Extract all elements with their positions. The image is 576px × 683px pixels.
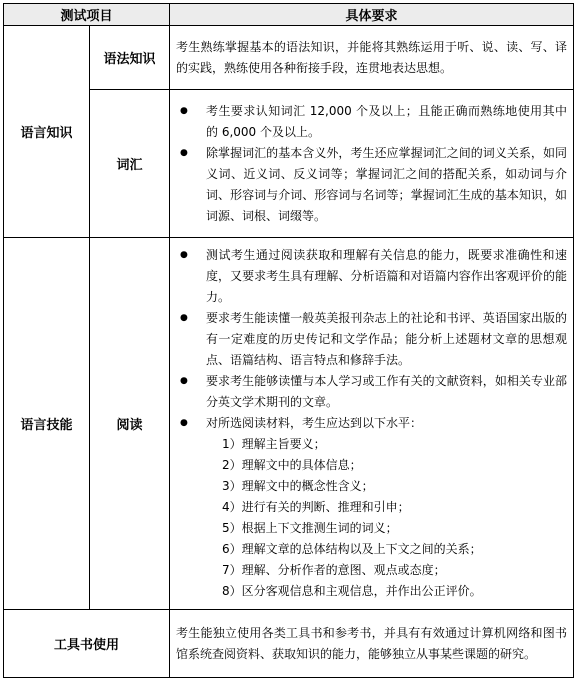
header-test-item: 测试项目 (4, 4, 170, 26)
requirements-table (3, 3, 574, 678)
vocabulary-bullet-list (176, 101, 567, 227)
sub-item-vocabulary: 词汇 (90, 90, 170, 238)
category-reference-tools: 工具书使用 (4, 610, 170, 678)
reading-bullet: ● 测试考生通过阅读获取和理解有关信息的能力，既要求准确性和速度，又要求考生具有理解、分析语篇和对语篇内容作出客观评价的能力。 (176, 245, 567, 308)
grammar-row (4, 26, 574, 90)
reading-bullet-list (176, 245, 567, 602)
reading-bullet (176, 413, 567, 602)
reading-level-item: 3）理解文中的概念性含义； (222, 479, 374, 493)
reference-tools-row (4, 610, 574, 678)
sub-item-grammar: 语法知识 (90, 26, 170, 90)
reading-row (4, 238, 574, 610)
vocabulary-bullet: ● 除掌握词汇的基本含义外，考生还应掌握词汇之间的词义关系，如同义词、近义词、反义词等；掌握词汇之间的搭配关系，如动词与介词、形容词与介词、形容词与名词等；掌握词汇生成的基本知识，如词源、词根、词缀等。 (176, 143, 567, 227)
reading-level-item: 5）根据上下文推测生词的词义； (222, 521, 398, 535)
reading-bullet: ● 要求考生能读懂一般英美报刊杂志上的社论和书评、英语国家出版的有一定难度的历史传记和文学作品；能分析上述题材文章的思想观点、语篇结构、语言特点和修辞手法。 (176, 308, 567, 371)
reading-bullet: ● 要求考生能够读懂与本人学习或工作有关的文献资料，如相关专业部分英文学术期刊的文章。 (176, 371, 567, 413)
vocabulary-bullet: ● 考生要求认知词汇 12,000 个及以上；且能正确而熟练地使用其中的 6,000 个及以上。 (176, 101, 567, 143)
reading-level-item: 8）区分客观信息和主观信息，并作出公正评价。 (222, 584, 482, 598)
vocabulary-requirement (170, 90, 574, 238)
reference-tools-requirement: 考生能独立使用各类工具书和参考书，并具有有效通过计算机网络和图书馆系统查阅资料、获取知识的能力，能够独立从事某些课题的研究。 (170, 610, 574, 678)
reading-level-item: 1）理解主旨要义； (222, 437, 326, 451)
reading-level-item: 6）理解文章的总体结构以及上下文之间的关系； (222, 542, 482, 556)
reading-level-item: 7）理解、分析作者的意图、观点或态度； (222, 563, 446, 577)
header-requirement: 具体要求 (170, 4, 574, 26)
header-row (4, 4, 574, 26)
grammar-requirement: 考生熟练掌握基本的语法知识，并能将其熟练运用于听、说、读、写、译的实践，熟练使用各种衔接手段，连贯地表达思想。 (170, 26, 574, 90)
sub-item-reading: 阅读 (90, 238, 170, 610)
reading-level-item: 4）进行有关的判断、推理和引申； (222, 500, 410, 514)
vocabulary-row (4, 90, 574, 238)
reading-requirement (170, 238, 574, 610)
reading-level-item: 2）理解文中的具体信息； (222, 458, 362, 472)
category-language-skills: 语言技能 (4, 238, 90, 610)
reading-levels-intro: 对所选阅读材料，考生应达到以下水平： (206, 416, 423, 430)
category-language-knowledge: 语言知识 (4, 26, 90, 238)
reading-levels-list (206, 434, 567, 602)
